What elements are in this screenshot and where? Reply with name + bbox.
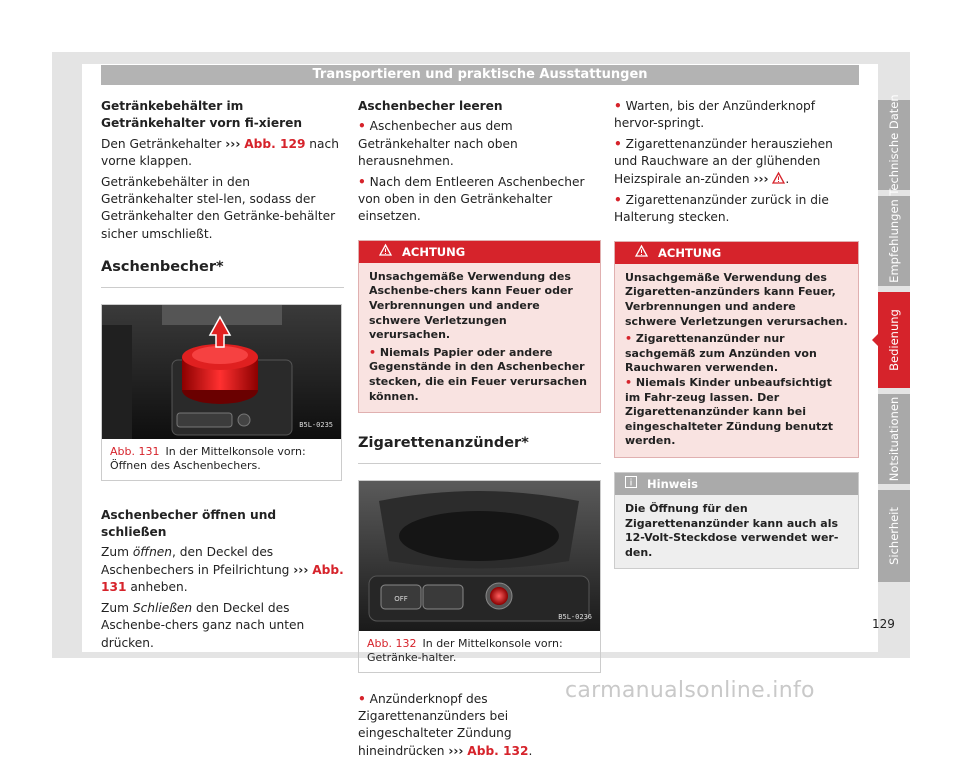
paragraph-close — [101, 600, 344, 652]
text: nach vorne klappen. — [101, 136, 339, 169]
bullet-text: Niemals Papier oder andere Gegenstände in den Aschenbecher stecken, die ein Feuer verursachen können. — [369, 345, 587, 403]
figure-caption — [359, 631, 600, 672]
paragraph-fold-holder — [101, 136, 344, 171]
bullet-text: Anzünderknopf des Zigarettenanzünders bei eingeschalteter Zündung hineindrücken — [358, 691, 512, 758]
list-item: • Zigarettenanzünder herausziehen und Rauchware an der glühenden Heizspirale an-zünden ››› . — [614, 136, 859, 189]
page-number: 129 — [872, 617, 895, 631]
bullet-text: Zigarettenanzünder nur sachgemäß zum Anzünden von Rauchwaren verwenden. — [625, 332, 817, 375]
caption-text: In der Mittelkonsole vorn: Öffnen des Aschenbechers. — [110, 444, 306, 473]
figure-link-132[interactable]: Abb. 132 — [467, 743, 529, 758]
list-item — [625, 332, 848, 376]
section-title-lighter: Zigarettenanzünder* — [358, 435, 601, 463]
figure-link-129[interactable]: Abb. 129 — [244, 136, 306, 151]
list-item — [614, 192, 859, 227]
tab-label: Notsituationen — [887, 396, 901, 482]
list-item — [358, 174, 601, 226]
heading-empty-ashtray: Aschenbecher leeren — [358, 99, 503, 113]
bullet-dot: • — [369, 345, 377, 359]
list-item — [614, 98, 859, 133]
bullet-text: Niemals Kinder unbeaufsichtigt im Fahr-zeug lassen. Der Zigarettenanzünder kann bei eingeschalteter Zündung benutzt werden. — [625, 376, 833, 448]
figure-number: Abb. 132 — [367, 636, 417, 650]
tab-label: Empfehlungen — [887, 199, 901, 283]
warning-triangle-icon[interactable] — [772, 172, 785, 189]
tab-label: Sicherheit — [887, 507, 901, 565]
bullet-text: Aschenbecher aus dem Getränkehalter nach oben herausnehmen. — [358, 119, 518, 169]
note-box — [614, 472, 859, 569]
column-2 — [358, 98, 601, 763]
text: Zum — [101, 545, 133, 560]
heading-fixing-container: Getränkebehälter im Getränkehalter vorn fi-xieren — [101, 99, 303, 131]
bullet-text: Zigarettenanzünder zurück in die Halterung stecken. — [614, 193, 829, 225]
text: , den Deckel des Aschenbechers in Pfeilrichtung — [101, 545, 294, 577]
bullet-text: Nach dem Entleeren Aschenbecher von oben in den Getränkehalter einsetzen. — [358, 174, 585, 224]
warning-title: ACHTUNG — [402, 244, 466, 259]
list-item — [358, 118, 601, 170]
svg-text:OFF: OFF — [394, 594, 408, 603]
tab-bedienung[interactable] — [878, 292, 910, 388]
text: . — [528, 743, 533, 758]
bullet-text: Warten, bis der Anzünderknopf hervor-springt. — [614, 99, 816, 131]
warning-box-ashtray — [358, 240, 601, 413]
bullet-dot: • — [625, 332, 633, 346]
column-1 — [101, 98, 344, 655]
image-code: B5L-0235 — [299, 421, 333, 430]
bullet-dot: • — [358, 174, 366, 189]
figure-132 — [358, 480, 601, 673]
text: Zum — [101, 600, 133, 615]
tab-empfehlungen[interactable] — [878, 196, 910, 286]
text: anheben. — [126, 580, 188, 595]
section-title-ashtray: Aschenbecher* — [101, 259, 344, 287]
figure-link-131[interactable]: Abb. 131 — [101, 562, 344, 595]
text: Den Getränkehalter — [101, 136, 226, 151]
bullet-dot: • — [625, 376, 633, 389]
note-header — [615, 473, 858, 495]
emphasis: öffnen — [132, 545, 173, 560]
caption-text: In der Mittelkonsole vorn: Getränke-halter. — [367, 636, 563, 665]
warning-body — [359, 263, 600, 412]
figure-caption — [102, 439, 341, 480]
image-code: B5L-0236 — [558, 613, 592, 622]
bullet-dot: • — [358, 691, 366, 706]
note-title: Hinweis — [647, 476, 698, 491]
figure-131 — [101, 304, 342, 481]
warning-triangle-icon — [635, 242, 648, 264]
tab-notsituationen[interactable] — [878, 394, 910, 484]
ref-arrow: ››› — [293, 562, 309, 577]
watermark: carmanualsonline.info — [565, 678, 815, 703]
bullet-dot: • — [614, 99, 622, 113]
ref-arrow: ››› — [225, 136, 241, 151]
lighter-photo — [359, 481, 600, 631]
ashtray-photo — [102, 305, 341, 439]
bullet-dot: • — [614, 136, 622, 151]
tab-label: Bedienung — [887, 309, 901, 371]
warning-title: ACHTUNG — [658, 245, 722, 260]
bullet-dot: • — [358, 119, 366, 134]
emphasis: Schließen — [132, 600, 193, 615]
list-item — [625, 376, 848, 449]
lighter-illustration — [359, 481, 600, 631]
heading-open-close: Aschenbecher öffnen und schließen — [101, 507, 277, 540]
tab-technische-daten[interactable] — [878, 94, 910, 196]
tab-sicherheit[interactable] — [878, 490, 910, 582]
warning-box-lighter — [614, 241, 859, 458]
bullet-dot: • — [614, 193, 622, 208]
note-body: Die Öffnung für den Zigarettenanzünder kann auch als 12-Volt-Steckdose verwendet wer-den. — [625, 501, 839, 559]
column-3 — [614, 98, 859, 569]
page-header: Transportieren und praktische Ausstattungen — [101, 65, 859, 85]
warning-body — [615, 264, 858, 457]
info-icon — [625, 473, 637, 495]
tab-label: Technische Daten — [887, 94, 901, 196]
warning-triangle-icon — [379, 241, 392, 263]
paragraph-open — [101, 544, 344, 596]
warning-text: Unsachgemäße Verwendung des Aschenbe-chers kann Feuer oder Verbrennungen und andere schwere Verletzungen verursachen. — [369, 269, 573, 342]
bullet-text: Zigarettenanzünder herausziehen und Rauchware an der glühenden Heizspirale an-zünden — [614, 136, 833, 186]
list-item — [369, 346, 590, 404]
warning-text: Unsachgemäße Verwendung des Zigaretten-anzünders kann Feuer, Verbrennungen und andere schwere Verletzungen verursachen. — [625, 270, 848, 328]
warning-header — [615, 242, 858, 264]
figure-number: Abb. 131 — [110, 444, 160, 458]
paragraph-insert-container: Getränkebehälter in den Getränkehalter stel-len, sodass der Getränkehalter den Getränke-behälter sicher umschließt. — [101, 174, 336, 241]
text: den Deckel des Aschenbe-chers ganz nach unten drücken. — [101, 600, 305, 650]
ref-arrow: ››› — [448, 743, 464, 758]
ref-arrow: ››› — [753, 171, 769, 186]
warning-header — [359, 241, 600, 263]
